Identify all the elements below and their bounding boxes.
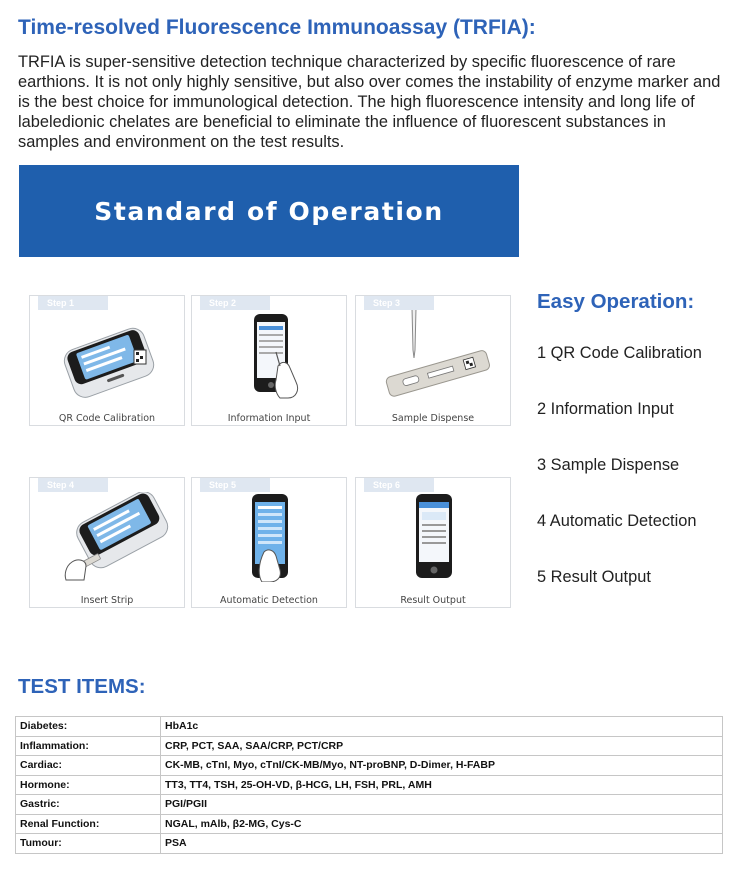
items-cell: PSA <box>161 834 723 854</box>
items-cell: PGI/PGII <box>161 795 723 815</box>
banner-text: Standard of Operation <box>94 196 444 226</box>
trfia-description: TRFIA is super-sensitive detection technique characterized by specific fluorescence of rare earthions. It is not only highly sensitive, but also over comes the instability of enzyme marker and is the best choice for immunological detection. The high fluorescence intensity and long life of labeledionic chelates are beneficial to eliminate the influence of fluorescent substances in samples and environment on the test results. <box>18 53 721 151</box>
table-row <box>16 736 723 756</box>
list-item: 5 Result Output <box>537 568 651 586</box>
step-caption-5: Automatic Detection <box>220 595 318 606</box>
step-caption-1: QR Code Calibration <box>58 413 156 424</box>
pipette-strip-icon <box>356 310 512 400</box>
category-cell: Inflammation: <box>16 736 161 756</box>
items-cell: TT3, TT4, TSH, 25-OH-VD, β-HCG, LH, FSH, PRL, AMH <box>161 775 723 795</box>
category-cell: Diabetes: <box>16 717 161 737</box>
phone-touch-icon <box>192 310 348 400</box>
step-card-5 <box>191 477 347 608</box>
easy-operation-list <box>537 343 702 623</box>
phone-detection-icon <box>192 492 348 582</box>
list-item: 3 Sample Dispense <box>537 456 680 474</box>
table-row <box>16 814 723 834</box>
category-cell: Renal Function: <box>16 814 161 834</box>
easy-operation-title: Easy Operation: <box>537 290 695 313</box>
step-badge: Step 1 <box>38 296 108 310</box>
step-card-2 <box>191 295 347 426</box>
phone-result-icon <box>356 492 512 582</box>
items-cell: NGAL, mAlb, β2-MG, Cys-C <box>161 814 723 834</box>
step-caption-3: Sample Dispense <box>391 413 475 424</box>
step-badge: Step 5 <box>200 478 270 492</box>
table-row <box>16 795 723 815</box>
items-cell: CK-MB, cTnI, Myo, cTnI/CK-MB/Myo, NT-proBNP, D-Dimer, H-FABP <box>161 756 723 776</box>
step-badge: Step 3 <box>364 296 434 310</box>
standard-of-operation-banner <box>19 165 519 257</box>
step-caption-2: Information Input <box>227 413 311 424</box>
category-cell: Cardiac: <box>16 756 161 776</box>
list-item: 2 Information Input <box>537 400 674 418</box>
step-card-4 <box>29 477 185 608</box>
step-badge: Step 6 <box>364 478 434 492</box>
step-badge: Step 2 <box>200 296 270 310</box>
items-cell: CRP, PCT, SAA, SAA/CRP, PCT/CRP <box>161 736 723 756</box>
step-caption-4: Insert Strip <box>80 595 134 606</box>
table-row <box>16 756 723 776</box>
analyzer-with-card-icon <box>30 310 186 400</box>
category-cell: Tumour: <box>16 834 161 854</box>
test-items-title: TEST ITEMS: <box>18 675 146 698</box>
table-row <box>16 834 723 854</box>
step-card-3 <box>355 295 511 426</box>
trfia-title: Time-resolved Fluorescence Immunoassay (TRFIA): <box>18 16 536 39</box>
list-item: 1 QR Code Calibration <box>537 344 702 362</box>
step-card-6 <box>355 477 511 608</box>
step-badge: Step 4 <box>38 478 108 492</box>
category-cell: Gastric: <box>16 795 161 815</box>
category-cell: Hormone: <box>16 775 161 795</box>
items-cell: HbA1c <box>161 717 723 737</box>
table-row <box>16 717 723 737</box>
step-caption-6: Result Output <box>400 595 466 606</box>
step-card-1 <box>29 295 185 426</box>
test-items-table <box>15 716 723 854</box>
analyzer-insert-icon <box>30 492 186 582</box>
table-row <box>16 775 723 795</box>
list-item: 4 Automatic Detection <box>537 512 697 530</box>
